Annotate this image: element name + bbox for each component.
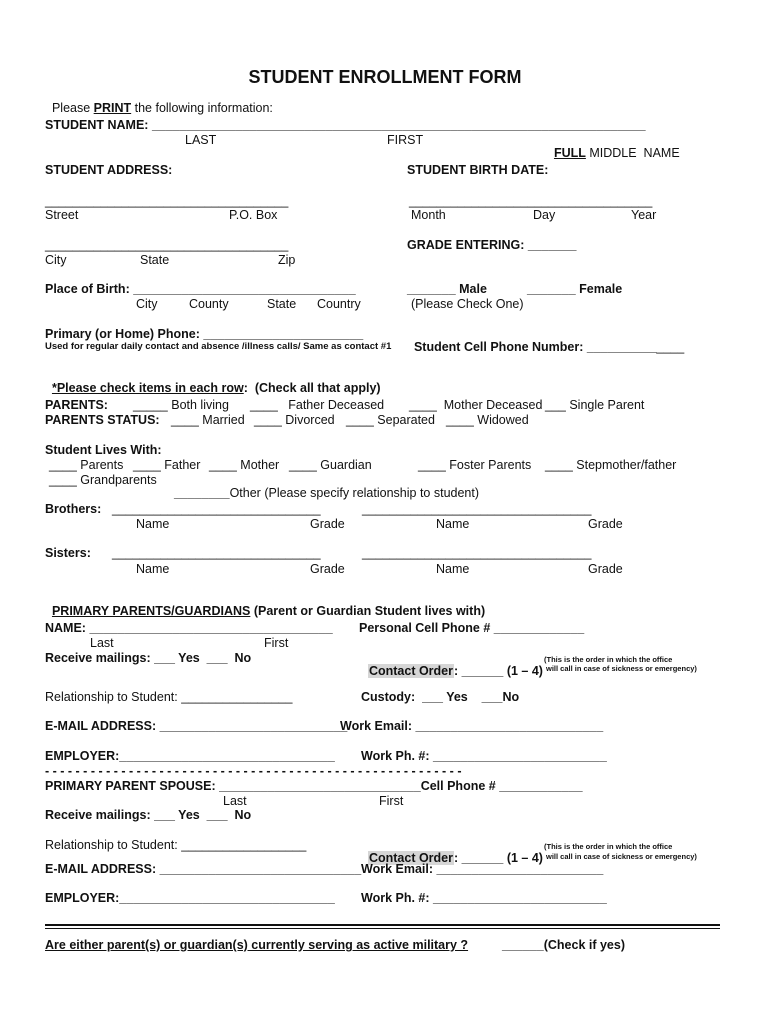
check-items-rest: : (Check all that apply) bbox=[243, 380, 381, 395]
male-checkbox[interactable]: _______ Male bbox=[407, 282, 487, 296]
gender-note: (Please Check One) bbox=[411, 297, 524, 311]
lives-guardian-option[interactable]: ____ Guardian bbox=[289, 458, 372, 472]
month-caption: Month bbox=[411, 208, 446, 222]
intro-print: PRINT bbox=[93, 100, 132, 115]
spouse-work-phone-field[interactable]: Work Ph. #: _________________________ bbox=[361, 891, 607, 905]
intro-text bbox=[45, 89, 273, 114]
guardian-relationship-field[interactable]: Relationship to Student: ________________ bbox=[45, 690, 293, 704]
lives-other-option[interactable] bbox=[167, 474, 479, 499]
dashed-separator: - - - - - - - - - - - - - - - - - - - - - - - - - - - - - - - - - - - - - - - - - - - - - - - - - - - - - - - bbox=[45, 764, 462, 778]
year-caption: Year bbox=[631, 208, 657, 222]
brother-1-grade-caption: Grade bbox=[310, 517, 345, 531]
brother-1-line[interactable]: ______________________________ bbox=[112, 502, 321, 516]
spouse-email-field[interactable]: E-MAIL ADDRESS: _____________________________ bbox=[45, 862, 362, 876]
guardian-name-field[interactable]: NAME: ___________________________________ bbox=[45, 621, 333, 635]
birth-date-label: STUDENT BIRTH DATE: bbox=[407, 163, 549, 177]
guardian-contact-order-field[interactable] bbox=[361, 652, 543, 677]
brothers-label: Brothers: bbox=[45, 502, 102, 516]
lives-with-label: Student Lives With: bbox=[45, 443, 162, 457]
student-name-middle-caption bbox=[547, 134, 680, 159]
contact-order-label: Contact Order bbox=[368, 663, 453, 678]
pob-state-caption: State bbox=[267, 297, 297, 311]
address-line-2[interactable]: ___________________________________ bbox=[45, 238, 289, 252]
other-label: Other (Please specify relationship to student) bbox=[229, 485, 480, 500]
spouse-contact-order-field[interactable] bbox=[361, 839, 543, 864]
spouse-contact-order-value: : ______ (1 – 4) bbox=[454, 850, 543, 865]
student-name-last-caption: LAST bbox=[185, 133, 217, 147]
spouse-contact-note-2: will call in case of sickness or emergency) bbox=[546, 852, 697, 861]
guardian-first-caption: First bbox=[264, 636, 289, 650]
spouse-work-email-field[interactable]: Work Email: ________________________ bbox=[361, 862, 604, 876]
single-parent-option[interactable]: ___ Single Parent bbox=[545, 398, 645, 412]
student-cell-label: Student Cell Phone Number: __________ bbox=[413, 339, 657, 354]
sister-2-name-caption: Name bbox=[436, 562, 470, 576]
other-blank: ________ bbox=[173, 485, 230, 500]
street-caption: Street bbox=[45, 208, 79, 222]
intro-pre: Please bbox=[51, 100, 94, 115]
sister-1-line[interactable]: ______________________________ bbox=[112, 546, 321, 560]
double-rule-top bbox=[45, 924, 720, 926]
check-items-underlined: *Please check items in each row bbox=[51, 380, 244, 395]
sisters-label: Sisters: bbox=[45, 546, 91, 560]
intro-post: the following information: bbox=[131, 100, 273, 115]
pob-county-caption: County bbox=[189, 297, 229, 311]
father-deceased-option[interactable]: ____ Father Deceased bbox=[250, 398, 385, 412]
contact-order-value: : ______ (1 – 4) bbox=[454, 663, 543, 678]
mother-deceased-option[interactable]: ____ Mother Deceased bbox=[409, 398, 543, 412]
divorced-option[interactable]: ____ Divorced bbox=[254, 413, 335, 427]
sister-2-line[interactable]: _________________________________ bbox=[362, 546, 592, 560]
guardian-mailings-options[interactable]: Receive mailings: ___ Yes ___ No bbox=[45, 651, 252, 665]
guardian-last-caption: Last bbox=[90, 636, 114, 650]
military-question: Are either parent(s) or guardian(s) currently serving as active military ? bbox=[45, 938, 469, 952]
student-cell-tail: ____ bbox=[656, 339, 685, 354]
guardian-cell-field[interactable]: Personal Cell Phone # _____________ bbox=[359, 621, 585, 635]
pob-country-caption: Country bbox=[317, 297, 361, 311]
brother-1-name-caption: Name bbox=[136, 517, 170, 531]
guardian-work-phone-field[interactable]: Work Ph. #: _________________________ bbox=[361, 749, 607, 763]
spouse-name-field[interactable]: PRIMARY PARENT SPOUSE: _____________________________Cell Phone # ____________ bbox=[45, 779, 583, 793]
brother-2-name-caption: Name bbox=[436, 517, 470, 531]
military-checkbox[interactable]: ______(Check if yes) bbox=[502, 938, 625, 952]
spouse-employer-field[interactable]: EMPLOYER:_______________________________ bbox=[45, 891, 335, 905]
student-name-first-caption: FIRST bbox=[387, 133, 424, 147]
grade-entering-field[interactable]: GRADE ENTERING: _______ bbox=[407, 238, 577, 252]
parents-label: PARENTS: bbox=[45, 398, 108, 412]
guardian-employer-field[interactable]: EMPLOYER:_______________________________ bbox=[45, 749, 335, 763]
primary-heading-rest: (Parent or Guardian Student lives with) bbox=[250, 603, 486, 618]
lives-foster-option[interactable]: ____ Foster Parents bbox=[418, 458, 532, 472]
city-caption: City bbox=[45, 253, 67, 267]
guardian-email-field[interactable]: E-MAIL ADDRESS: ___________________________ bbox=[45, 719, 348, 733]
primary-guardians-heading bbox=[45, 592, 485, 617]
widowed-option[interactable]: ____ Widowed bbox=[446, 413, 529, 427]
lives-mother-option[interactable]: ____ Mother bbox=[209, 458, 280, 472]
full-label: FULL bbox=[553, 145, 586, 160]
guardian-contact-note-2: will call in case of sickness or emergency) bbox=[546, 664, 697, 673]
form-title: STUDENT ENROLLMENT FORM bbox=[248, 67, 522, 87]
student-address-label: STUDENT ADDRESS: bbox=[45, 163, 173, 177]
parents-status-label: PARENTS STATUS: bbox=[45, 413, 160, 427]
student-name-field[interactable]: STUDENT NAME: _______________________________________________________________________ bbox=[45, 118, 646, 132]
student-cell-field[interactable] bbox=[407, 328, 684, 353]
brother-2-line[interactable]: _________________________________ bbox=[362, 502, 592, 516]
guardian-custody-options[interactable]: Custody: ___ Yes ___No bbox=[361, 690, 520, 704]
lives-step-option[interactable]: ____ Stepmother/father bbox=[545, 458, 677, 472]
primary-phone-field[interactable]: Primary (or Home) Phone: _______________________ bbox=[45, 327, 364, 341]
married-option[interactable]: ____ Married bbox=[171, 413, 245, 427]
sister-1-grade-caption: Grade bbox=[310, 562, 345, 576]
check-items-heading bbox=[45, 369, 381, 394]
spouse-first-caption: First bbox=[379, 794, 404, 808]
middle-label: MIDDLE NAME bbox=[585, 145, 680, 160]
brother-2-grade-caption: Grade bbox=[588, 517, 623, 531]
spouse-relationship-field[interactable]: Relationship to Student: __________________ bbox=[45, 838, 307, 852]
guardian-work-email-field[interactable]: Work Email: ___________________________ bbox=[340, 719, 604, 733]
address-line-1[interactable]: ___________________________________ bbox=[45, 194, 289, 208]
day-caption: Day bbox=[533, 208, 556, 222]
birth-date-line[interactable]: ___________________________________ bbox=[409, 194, 653, 208]
double-rule-bottom bbox=[45, 928, 720, 929]
lives-grandparents-option[interactable]: ____ Grandparents bbox=[49, 473, 157, 487]
female-checkbox[interactable]: _______ Female bbox=[527, 282, 623, 296]
state-caption: State bbox=[140, 253, 170, 267]
primary-heading-underlined: PRIMARY PARENTS/GUARDIANS bbox=[51, 603, 251, 618]
spouse-mailings-options[interactable]: Receive mailings: ___ Yes ___ No bbox=[45, 808, 252, 822]
guardian-contact-note-1: (This is the order in which the office bbox=[544, 655, 673, 664]
spouse-contact-order-label: Contact Order bbox=[368, 850, 453, 865]
lives-father-option[interactable]: ____ Father bbox=[133, 458, 201, 472]
spouse-last-caption: Last bbox=[223, 794, 247, 808]
separated-option[interactable]: ____ Separated bbox=[346, 413, 435, 427]
pobox-caption: P.O. Box bbox=[229, 208, 278, 222]
place-of-birth-field[interactable]: Place of Birth: ________________________________ bbox=[45, 282, 356, 296]
phone-note: Used for regular daily contact and absence /illness calls/ Same as contact #1 bbox=[45, 341, 392, 352]
spouse-contact-note-1: (This is the order in which the office bbox=[544, 842, 673, 851]
lives-parents-option[interactable]: ____ Parents bbox=[49, 458, 124, 472]
sister-1-name-caption: Name bbox=[136, 562, 170, 576]
sister-2-grade-caption: Grade bbox=[588, 562, 623, 576]
zip-caption: Zip bbox=[278, 253, 296, 267]
both-living-option[interactable]: _____ Both living bbox=[133, 398, 229, 412]
pob-city-caption: City bbox=[136, 297, 158, 311]
